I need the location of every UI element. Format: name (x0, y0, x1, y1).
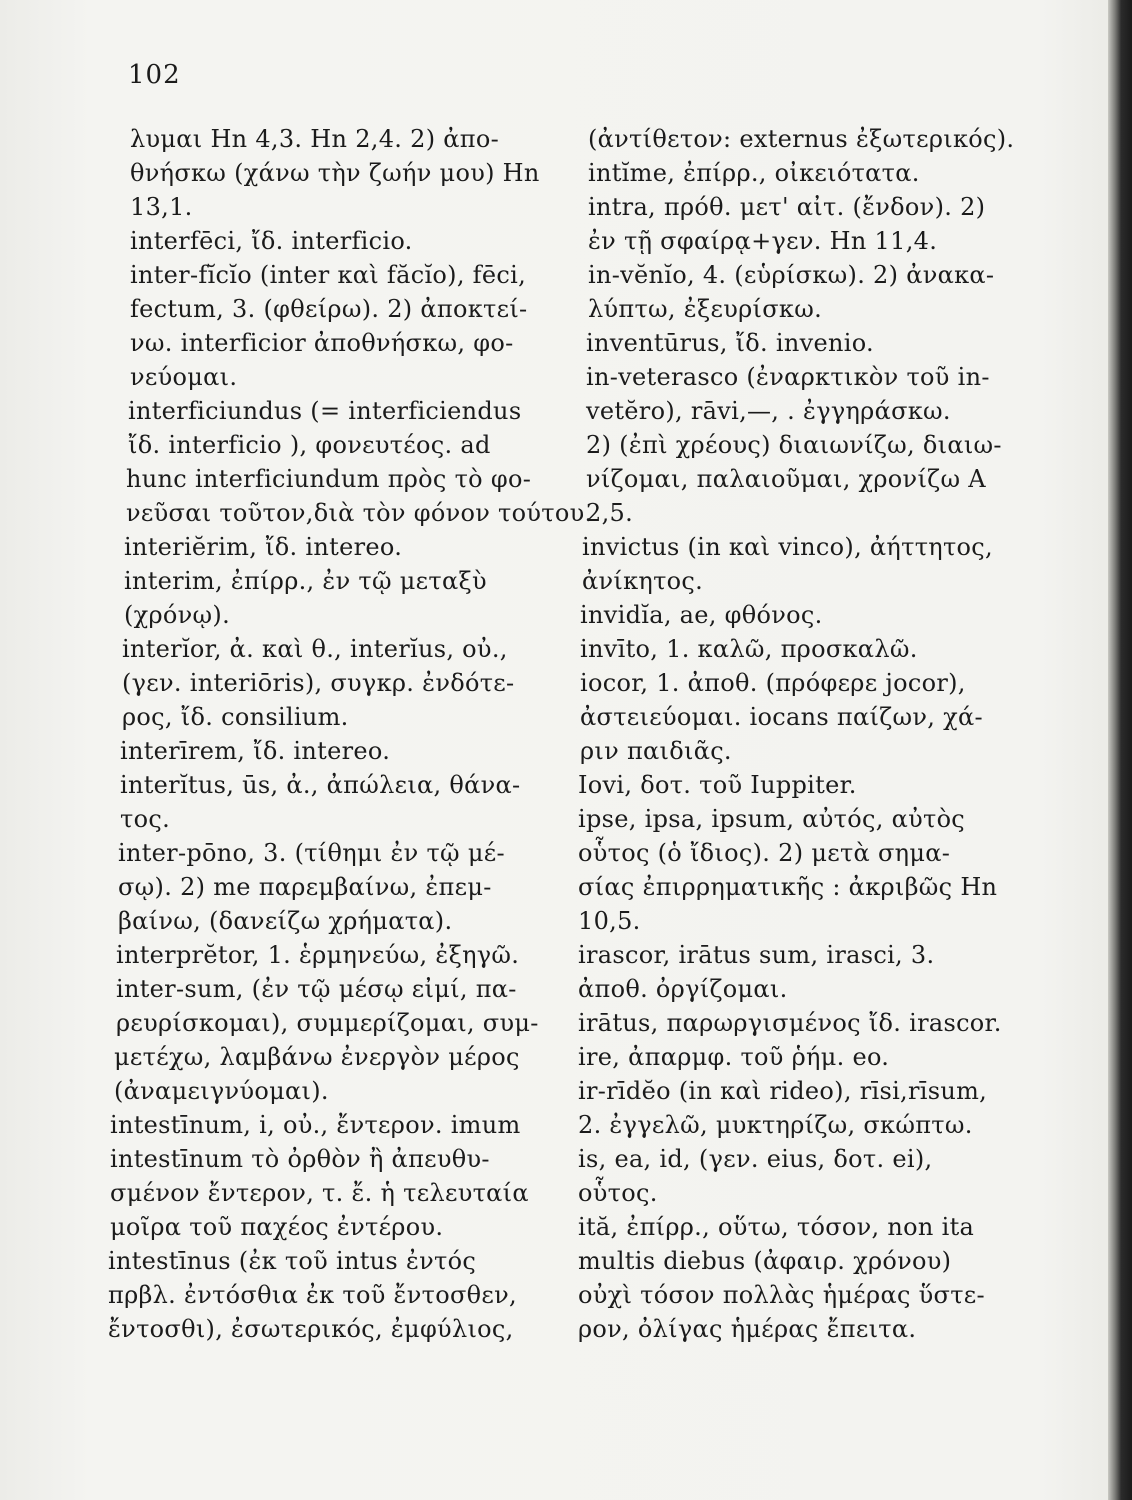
dictionary-line: ἴδ. interficio ), φονευτέος. ad (128, 431, 491, 459)
dictionary-line: ρον, ὀλίγας ἡμέρας ἔπειτα. (578, 1315, 917, 1343)
dictionary-line: μετέχω, λαμβάνω ἐνεργὸν μέρος (114, 1043, 520, 1071)
dictionary-line: irascor, irātus sum, irasci, 3. (578, 941, 935, 969)
dictionary-line: ἔντοσθι), ἐσωτερικός, ἐμφύλιος, (108, 1315, 514, 1343)
dictionary-line: πρβλ. ἐντόσθια ἐκ τοῦ ἔντοσθεν, (108, 1281, 517, 1309)
dictionary-line: inter-pōno, 3. (τίθημι ἐν τῷ μέ- (118, 839, 505, 867)
dictionary-line: (χρόνῳ). (124, 601, 231, 629)
dictionary-line: 10,5. (578, 907, 641, 935)
dictionary-line: ἐν τῇ σφαίρᾳ+γεν. Ηn 11,4. (588, 227, 938, 255)
dictionary-line: ἀποθ. ὀργίζομαι. (578, 975, 788, 1003)
dictionary-line: interim, ἐπίρρ., ἐν τῷ μεταξὺ (124, 567, 487, 595)
dictionary-line: inventūrus, ἴδ. invenio. (586, 329, 874, 357)
dictionary-line: οὐχὶ τόσον πολλὰς ἡμέρας ὕστε- (578, 1281, 985, 1309)
dictionary-line: interīrem, ἴδ. intereo. (120, 737, 391, 765)
dictionary-line: σῳ). 2) me παρεμβαίνω, ἐπεμ- (118, 873, 492, 901)
dictionary-line: νεύομαι. (130, 363, 238, 391)
dictionary-line: is, ea, id, (γεν. eius, δοτ. ei), (578, 1145, 933, 1173)
dictionary-line: interĭor, ἀ. καὶ θ., interĭus, οὐ., (122, 635, 508, 663)
dictionary-line: ἀστειεύομαι. iocans παίζων, χά- (580, 703, 983, 731)
dictionary-line: irātus, παρωργισμένος ἴδ. irascor. (578, 1009, 1002, 1037)
dictionary-line: intestīnus (ἐκ τοῦ intus ἐντός (108, 1247, 477, 1275)
dictionary-line: intĭme, ἐπίρρ., οἰκειότατα. (588, 159, 920, 187)
dictionary-line: Iovi, δοτ. τοῦ Iuppiter. (578, 771, 857, 799)
dictionary-line: (γεν. interiōris), συγκρ. ἐνδότε- (122, 669, 515, 697)
dictionary-line: λύπτω, ἐξευρίσκω. (588, 295, 823, 323)
dictionary-line: ipse, ipsa, ipsum, αὐτός, αὐτὸς (578, 805, 966, 833)
dictionary-line: ire, ἀπαρμφ. τοῦ ῥήμ. eo. (578, 1043, 890, 1071)
dictionary-line: 2,5. (586, 499, 633, 527)
dictionary-line: νεῦσαι τοῦτον,διὰ τὸν φόνον τούτου. (126, 499, 593, 527)
dictionary-line: inter-sum, (ἐν τῷ μέσῳ εἰμί, πα- (116, 975, 517, 1003)
page-number: 102 (128, 60, 181, 90)
dictionary-line: interfēci, ἴδ. interficio. (130, 227, 413, 255)
dictionary-line: ἀνίκητος. (582, 567, 704, 595)
dictionary-line: intra, πρόθ. μετ' αἰτ. (ἔνδον). 2) (588, 193, 986, 221)
dictionary-line: multis diebus (ἀφαιρ. χρόνου) (578, 1247, 952, 1275)
dictionary-line: vetĕro), rāvi,—, . ἐγγηράσκω. (586, 397, 951, 425)
dictionary-line: invīto, 1. καλῶ, προσκαλῶ. (580, 635, 918, 663)
dictionary-line: intestīnum τὸ ὀρθὸν ἢ ἀπευθυ- (110, 1145, 490, 1173)
dictionary-line: οὗτος (ὁ ἴδιος). 2) μετὰ σημα- (578, 839, 951, 867)
dictionary-line: ită, ἐπίρρ., οὕτω, τόσον, non ita (578, 1213, 975, 1241)
dictionary-line: νω. interficior ἀποθνήσκω, φο- (130, 329, 514, 357)
dictionary-line: βαίνω, (δανείζω χρήματα). (118, 907, 453, 935)
dictionary-line: (ἀναμειγνύομαι). (114, 1077, 329, 1105)
dictionary-line: σίας ἐπιρρηματικῆς : ἀκριβῶς Ηn (578, 873, 998, 901)
dictionary-line: σμένον ἔντερον, τ. ἔ. ἡ τελευταία (110, 1179, 529, 1207)
dictionary-line: ρος, ἴδ. consilium. (122, 703, 349, 731)
dictionary-line: οὗτος. (578, 1179, 658, 1207)
dictionary-line: inter-fĭcĭo (inter καὶ făcĭo), fēci, (130, 261, 527, 289)
dictionary-line: fectum, 3. (φθείρω). 2) ἀποκτεί- (130, 295, 528, 323)
dictionary-line: iocor, 1. ἀποθ. (πρόφερε jocor), (580, 669, 966, 697)
dictionary-line: τος. (120, 805, 170, 833)
dictionary-line: θνήσκω (χάνω τὴν ζωήν μου) Ηn (130, 159, 540, 187)
page-binding-edge (1108, 0, 1132, 1500)
dictionary-line: μοῖρα τοῦ παχέος ἐντέρου. (110, 1213, 444, 1241)
dictionary-line: interficiundus (= interficiendus (128, 397, 522, 425)
dictionary-line: ρευρίσκομαι), συμμερίζομαι, συμ- (116, 1009, 539, 1037)
dictionary-line: (ἀντίθετον: externus ἐξωτερικός). (588, 125, 1015, 153)
dictionary-line: ir-rīdĕo (in καὶ rideo), rīsi,rīsum, (578, 1077, 988, 1105)
dictionary-line: 13,1. (130, 193, 193, 221)
dictionary-line: 2. ἐγγελῶ, μυκτηρίζω, σκώπτω. (578, 1111, 973, 1139)
dictionary-line: interĭtus, ūs, ἀ., ἀπώλεια, θάνα- (120, 771, 521, 799)
dictionary-line: νίζομαι, παλαιοῦμαι, χρονίζω Α (586, 465, 986, 493)
dictionary-line: in-veterasco (ἐναρκτικὸν τοῦ in- (586, 363, 990, 391)
dictionary-line: interprĕtor, 1. ἑρμηνεύω, ἐξηγῶ. (116, 941, 520, 969)
dictionary-line: 2) (ἐπὶ χρέους) διαιωνίζω, διαιω- (586, 431, 1002, 459)
dictionary-line: in-vĕnĭo, 4. (εὑρίσκω). 2) ἀνακα- (588, 261, 995, 289)
dictionary-line: λυμαι Ηn 4,3. Ηn 2,4. 2) ἀπο- (130, 125, 500, 153)
dictionary-line: hunc interficiundum πρὸς τὸ φο- (126, 465, 532, 493)
dictionary-line: intestīnum, i, οὐ., ἔντερον. imum (110, 1111, 521, 1139)
dictionary-line: interiĕrim, ἴδ. intereo. (124, 533, 403, 561)
dictionary-line: invidĭa, ae, φθόνος. (580, 601, 823, 629)
dictionary-line: invictus (in καὶ vinco), ἀήττητος, (582, 533, 993, 561)
dictionary-line: ριν παιδιᾶς. (580, 737, 732, 765)
